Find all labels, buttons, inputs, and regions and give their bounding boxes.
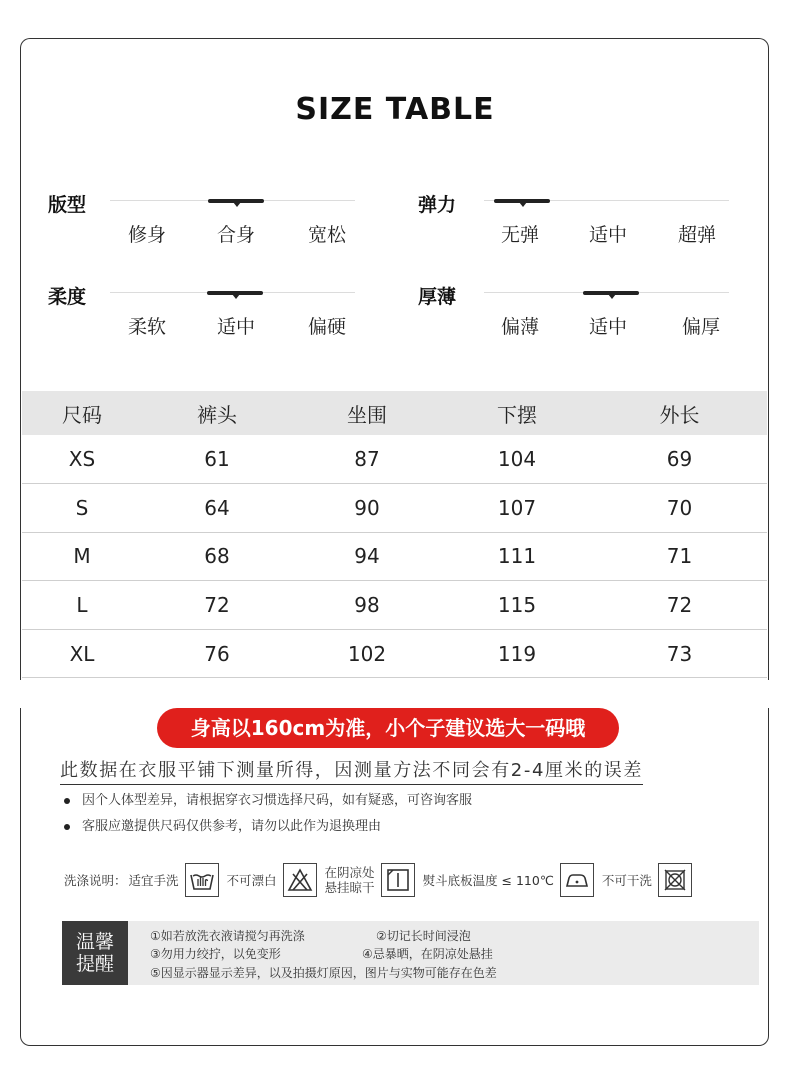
table-cell: L — [22, 581, 142, 630]
table-cell: 107 — [442, 484, 592, 533]
wash-label-line: 悬挂晾干 — [324, 880, 375, 895]
washing-instructions — [64, 862, 700, 898]
attr-option-selected: 适中 — [216, 316, 255, 338]
no-dry-clean-icon — [658, 863, 692, 897]
attr-option: 柔软 — [127, 316, 166, 338]
table-row — [22, 484, 767, 533]
no-bleach-icon — [283, 863, 317, 897]
measurement-notice: 此数据在衣服平铺下测量所得，因测量方法不同会有2-4厘米的误差 — [60, 756, 643, 785]
table-header-waist: 裤头 — [142, 391, 292, 435]
attr-option: 偏厚 — [681, 316, 720, 338]
wash-item — [129, 863, 219, 897]
table-cell: S — [22, 484, 142, 533]
table-cell: 68 — [142, 532, 292, 581]
bullet-text: 客服应邀提供尺码仅供参考，请勿以此作为退换理由 — [82, 819, 382, 834]
table-cell: XL — [22, 629, 142, 678]
table-cell: 102 — [292, 629, 442, 678]
wash-item — [325, 863, 415, 897]
wash-label — [325, 865, 375, 895]
table-row — [22, 435, 767, 484]
wash-label: 不可漂白 — [226, 873, 277, 888]
wash-item — [423, 863, 594, 897]
table-cell: 111 — [442, 532, 592, 581]
table-cell: 71 — [592, 532, 767, 581]
attr-label-stretch: 弹力 — [418, 194, 457, 216]
table-cell: 69 — [592, 435, 767, 484]
height-reference-banner: 身高以160cm为准，小个子建议选大一码哦 — [157, 708, 619, 748]
table-row — [22, 532, 767, 581]
attr-option: 修身 — [127, 224, 166, 246]
table-header-hem: 下摆 — [442, 391, 592, 435]
bullet-dot-icon — [64, 824, 70, 830]
table-cell: M — [22, 532, 142, 581]
table-header-length: 外长 — [592, 391, 767, 435]
wash-label: 适宜手洗 — [128, 873, 179, 888]
wash-item — [227, 863, 317, 897]
table-cell: 98 — [292, 581, 442, 630]
table-cell: 72 — [142, 581, 292, 630]
table-cell: 87 — [292, 435, 442, 484]
table-cell: 90 — [292, 484, 442, 533]
tips-heading-line: 温馨 — [75, 931, 114, 953]
table-cell: 104 — [442, 435, 592, 484]
attr-marker-softness — [207, 291, 263, 295]
wash-label-line: 在阴凉处 — [324, 865, 375, 880]
attr-option: 适中 — [588, 224, 627, 246]
table-cell: 94 — [292, 532, 442, 581]
table-cell: 73 — [592, 629, 767, 678]
list-item — [64, 815, 381, 834]
line-dry-shade-icon — [381, 863, 415, 897]
attr-marker-fit — [208, 199, 264, 203]
tip-item: ③勿用力绞拧，以免变形 — [150, 947, 281, 961]
list-item — [64, 789, 472, 808]
table-header-row — [22, 391, 767, 435]
table-cell: 72 — [592, 581, 767, 630]
tips-heading-line: 提醒 — [75, 953, 114, 975]
tip-item: ②切记长时间浸泡 — [376, 929, 471, 943]
attr-option-selected: 适中 — [588, 316, 627, 338]
table-cell: 119 — [442, 629, 592, 678]
attr-option-selected: 合身 — [216, 224, 255, 246]
table-cell: XS — [22, 435, 142, 484]
attr-option: 偏薄 — [500, 316, 539, 338]
size-table — [22, 391, 767, 678]
table-row — [22, 629, 767, 678]
tip-item: ⑤因显示器显示差异，以及拍摄灯原因，图片与实物可能存在色差 — [150, 966, 497, 980]
page-title: SIZE TABLE — [295, 92, 495, 127]
wash-item — [602, 863, 692, 897]
table-row — [22, 581, 767, 630]
wash-label: 熨斗底板温度 ≤ 110℃ — [422, 873, 554, 888]
attr-marker-thickness — [583, 291, 639, 295]
wash-label: 不可干洗 — [601, 873, 652, 888]
tip-item: ④忌暴晒，在阴凉处悬挂 — [362, 947, 493, 961]
attr-label-fit: 版型 — [48, 194, 87, 216]
attr-option: 偏硬 — [307, 316, 346, 338]
table-header-hip: 坐围 — [292, 391, 442, 435]
table-cell: 70 — [592, 484, 767, 533]
attr-marker-stretch — [494, 199, 550, 203]
attr-label-thickness: 厚薄 — [418, 286, 457, 308]
attr-option-selected: 无弹 — [500, 224, 539, 246]
bullet-dot-icon — [64, 798, 70, 804]
tips-heading — [62, 921, 128, 985]
attr-option: 超弹 — [677, 224, 716, 246]
hand-wash-icon — [185, 863, 219, 897]
bullet-text: 因个人体型差异，请根据穿衣习惯选择尺码，如有疑惑，可咨询客服 — [82, 793, 473, 808]
table-cell: 64 — [142, 484, 292, 533]
table-header-size: 尺码 — [22, 391, 142, 435]
table-cell: 76 — [142, 629, 292, 678]
iron-low-icon — [560, 863, 594, 897]
attr-option: 宽松 — [307, 224, 346, 246]
tips-panel — [62, 921, 759, 985]
table-cell: 115 — [442, 581, 592, 630]
washing-prefix: 洗涤说明： — [64, 873, 127, 888]
tip-item: ①如若放洗衣液请搅匀再洗涤 — [150, 929, 305, 943]
table-cell: 61 — [142, 435, 292, 484]
attr-label-softness: 柔度 — [48, 286, 87, 308]
